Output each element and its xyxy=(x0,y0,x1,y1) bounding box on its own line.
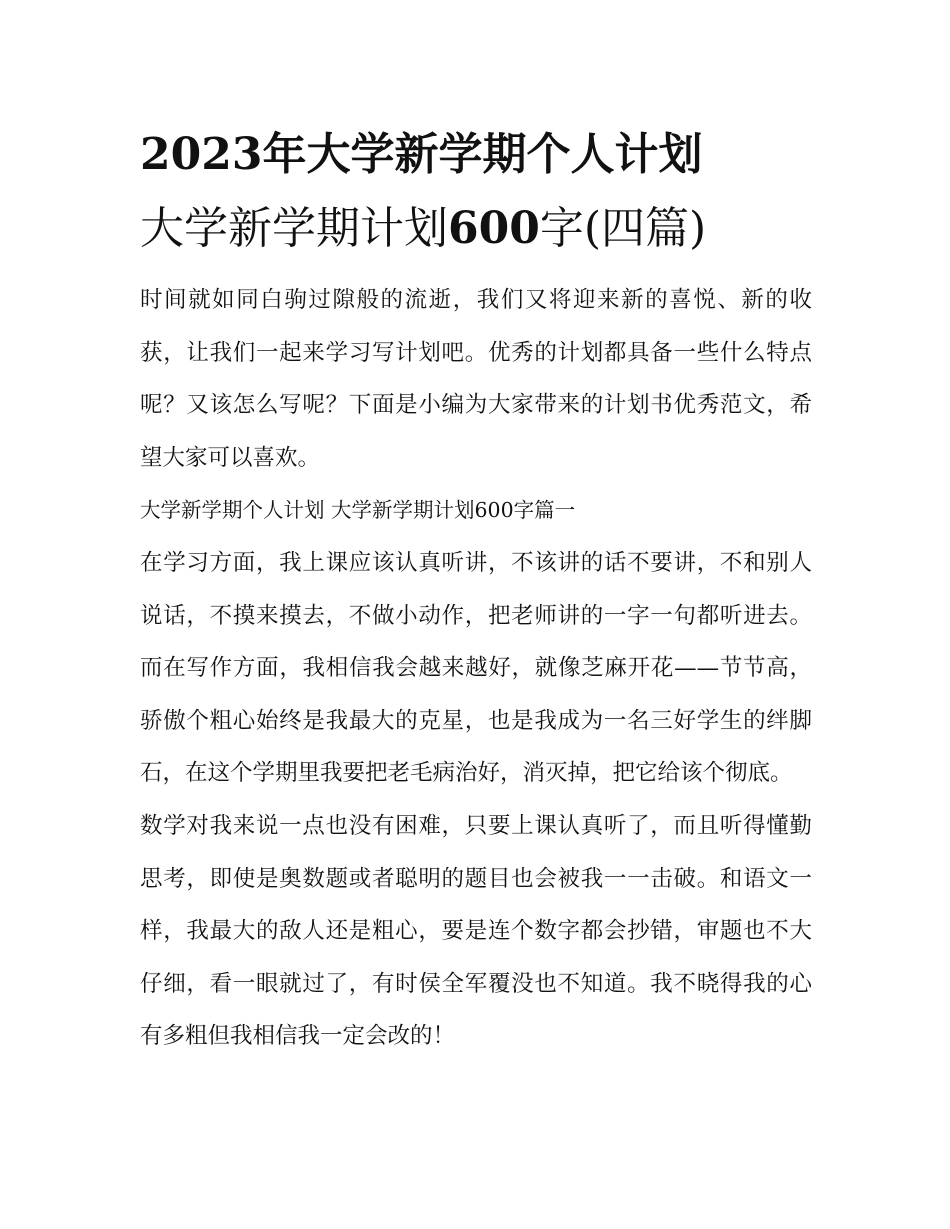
document-body xyxy=(140,274,812,1063)
title-line-2 xyxy=(140,192,812,266)
document-title xyxy=(140,118,812,266)
math-paragraph: 数学对我来说一点也没有困难，只要上课认真听了，而且听得懂勤思考，即使是奥数题或者聪明的题目也会被我一一击破。和语文一样，我最大的敌人还是粗心，要是连个数字都会抄错，审题也不大仔细，看一眼就过了，有时侯全军覆没也不知道。我不晓得我的心有多粗但我相信我一定会改的！ xyxy=(140,812,812,1050)
study-paragraph: 在学习方面，我上课应该认真听讲，不该讲的话不要讲，不和别人说话，不摸来摸去，不做小动作，把老师讲的一字一句都听进去。而在写作方面，我相信我会越来越好，就像芝麻开花——节节高，骄傲个粗心始终是我最大的克星，也是我成为一名三好学生的绊脚石，在这个学期里我要把老毛病治好，消灭掉，把它给该个彻底。 xyxy=(140,549,812,787)
title-line-1: 2023年大学新学期个人计划 xyxy=(140,129,703,180)
section-heading: 大学新学期个人计划 大学新学期计划600字篇一 xyxy=(140,498,576,523)
document-page xyxy=(140,118,812,1063)
intro-paragraph: 时间就如同白驹过隙般的流逝，我们又将迎来新的喜悦、新的收获，让我们一起来学习写计划吧。优秀的计划都具备一些什么特点呢？又该怎么写呢？下面是小编为大家带来的计划书优秀范文，希望大家可以喜欢。 xyxy=(140,287,812,471)
title-line-2-text: 大学新学期计划 xyxy=(140,203,448,254)
title-line-2-rest: 字(四篇) xyxy=(539,203,707,254)
title-line-2-number: 600 xyxy=(448,203,540,254)
